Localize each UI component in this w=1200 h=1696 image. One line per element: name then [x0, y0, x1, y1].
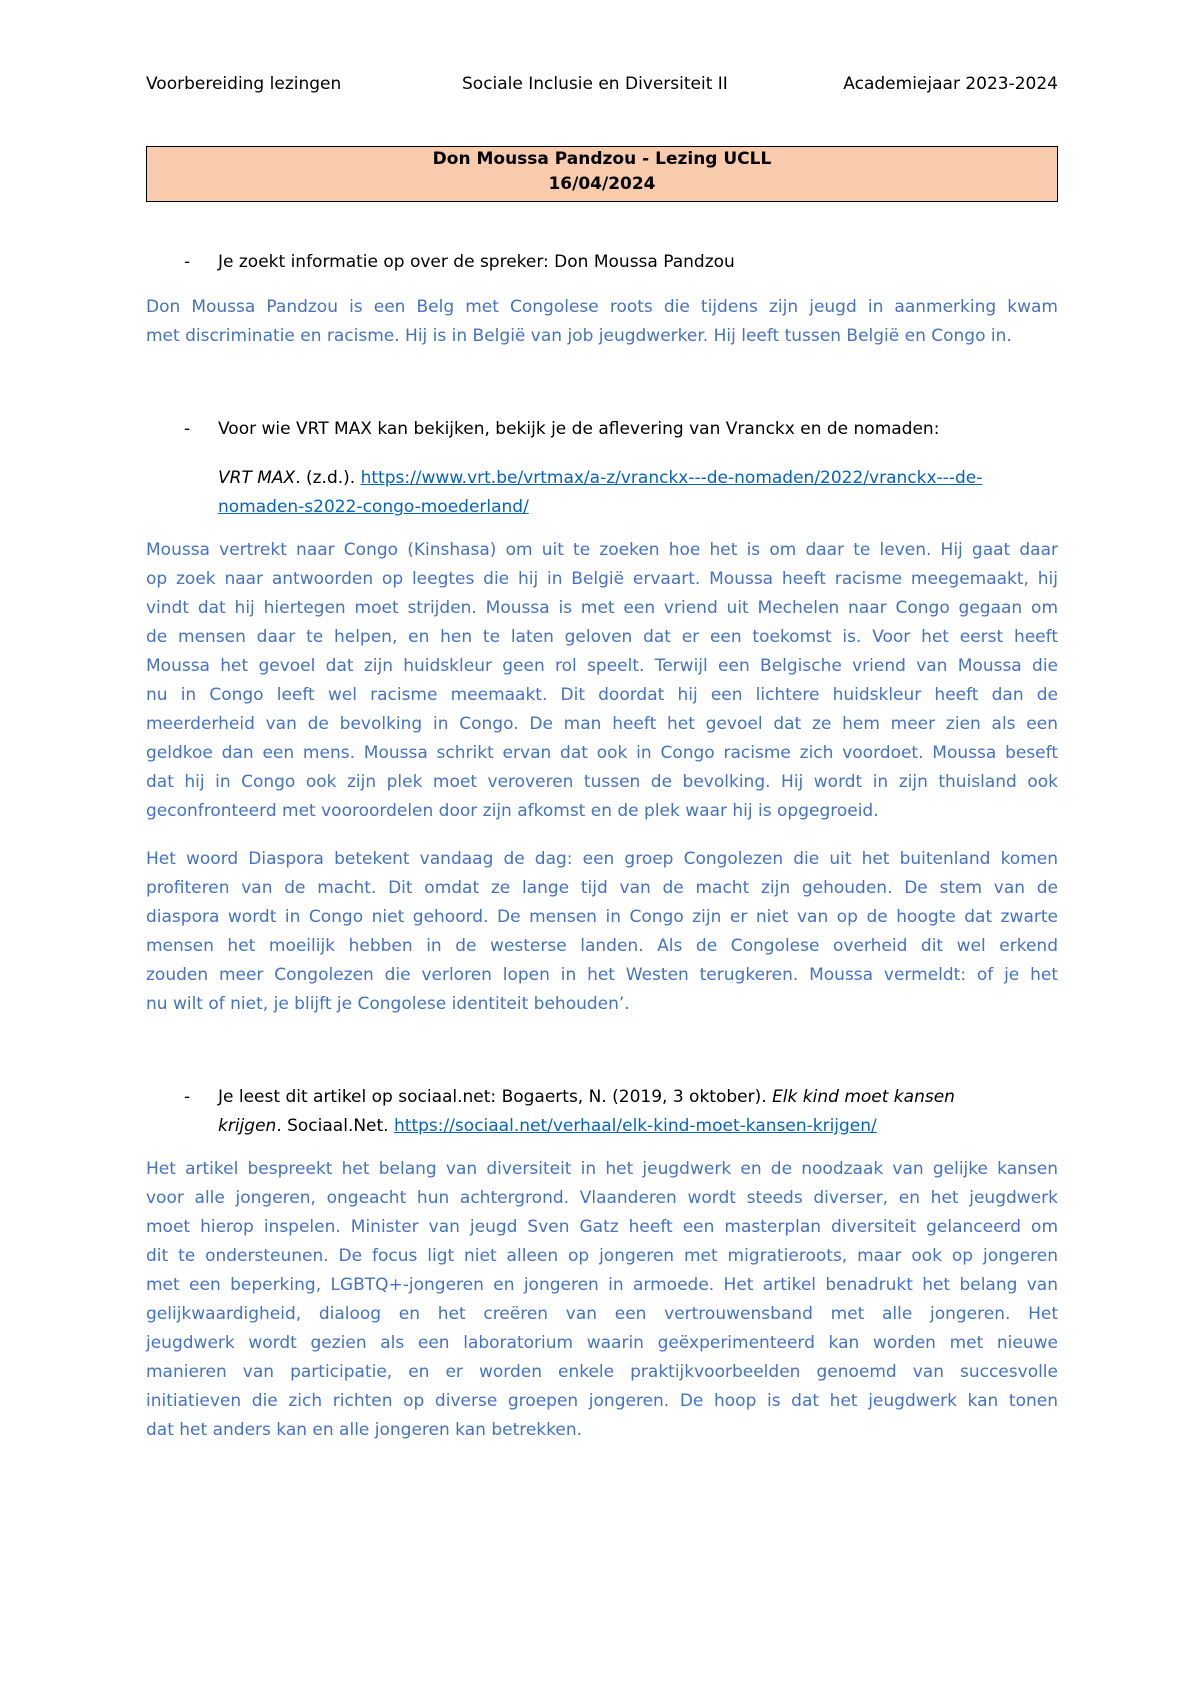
reference-line	[218, 493, 1058, 522]
paragraph-line: geconfronteerd met vooroordelen door zijn afkomst en de plek waar hij is opgegroeid.	[146, 801, 879, 821]
paragraph-line: diaspora wordt in Congo niet gehoord. De mensen in Congo zijn er niet van op de hoogte dat zwarte	[146, 907, 1058, 927]
lecture-date: 16/04/2024	[548, 174, 656, 194]
citation-source: . Sociaal.Net.	[276, 1116, 394, 1136]
paragraph-line: Moussa het gevoel dat zijn huidskleur geen rol speelt. Terwijl een Belgische vriend van Moussa die	[146, 656, 1058, 676]
bullet-sociaal-net	[146, 1083, 1058, 1143]
bullet-text: Voor wie VRT MAX kan bekijken, bekijk je de aflevering van Vranckx en de nomaden:	[218, 419, 940, 439]
lecture-title: Don Moussa Pandzou - Lezing UCLL	[432, 149, 772, 169]
title-box	[146, 146, 1058, 202]
bullet-marker: -	[184, 1087, 191, 1107]
reference-line	[218, 464, 1058, 493]
paragraph-line: initiatieven die zich richten op diverse groepen jongeren. De hoop is dat het jeugdwerk kan tonen	[146, 1391, 1058, 1411]
paragraph-line: Het artikel bespreekt het belang van diversiteit in het jeugdwerk en de noodzaak van gelijke kansen	[146, 1159, 1058, 1179]
paragraph-line: Moussa vertrekt naar Congo (Kinshasa) om uit te zoeken hoe het is om daar te leven. Hij gaat daar	[146, 540, 1058, 560]
paragraph-line: met een beperking, LGBTQ+-jongeren en jongeren in armoede. Het artikel benadrukt het belang van	[146, 1275, 1058, 1295]
sociaal-net-link[interactable]: https://sociaal.net/verhaal/elk-kind-moet-kansen-krijgen/	[394, 1116, 877, 1136]
vrt-reference	[218, 464, 1058, 522]
paragraph-episode	[146, 536, 1058, 826]
paragraph-line: de mensen daar te helpen, en hen te laten geloven dat er een toekomst is. Voor het eerst heeft	[146, 627, 1058, 647]
paragraph-speaker	[146, 293, 1058, 351]
reference-source: VRT MAX	[218, 468, 296, 488]
bullet-marker: -	[184, 419, 191, 439]
paragraph-line: zouden meer Congolezen die verloren lopen in het Westen terugkeren. Moussa vermeldt: of je het	[146, 965, 1058, 985]
bullet-text	[218, 1083, 1058, 1112]
bullet-text: Je zoekt informatie op over de spreker: Don Moussa Pandzou	[218, 252, 735, 272]
paragraph-line: dit te ondersteunen. De focus ligt niet alleen op jongeren met migratieroots, maar ook op jongeren	[146, 1246, 1058, 1266]
paragraph-article-summary	[146, 1155, 1058, 1445]
bullet-text-continued	[218, 1112, 1058, 1141]
paragraph-line: mensen het moeilijk hebben in de westerse landen. Als de Congolese overheid dit wel erkend	[146, 936, 1058, 956]
paragraph-line: voor alle jongeren, ongeacht hun achtergrond. Vlaanderen wordt steeds diverser, en het jeugdwerk	[146, 1188, 1058, 1208]
bullet-marker: -	[184, 252, 191, 272]
vrt-link[interactable]: https://www.vrt.be/vrtmax/a-z/vranckx---de-nomaden/2022/vranckx---de-	[360, 468, 983, 488]
paragraph-diaspora	[146, 845, 1058, 1019]
paragraph-line: profiteren van de macht. Dit omdat ze lange tijd van de macht zijn gehouden. De stem van de	[146, 878, 1058, 898]
header-left-text: Voorbereiding lezingen	[146, 74, 342, 94]
paragraph-line: op zoek naar antwoorden op leegtes die hij in België ervaart. Moussa heeft racisme meegemaakt, hij	[146, 569, 1058, 589]
header-right-text: Academiejaar 2023-2024	[843, 74, 1058, 94]
paragraph-line: moet hierop inspelen. Minister van jeugd Sven Gatz heeft een masterplan diversiteit gelanceerd om	[146, 1217, 1058, 1237]
reference-date: . (z.d.).	[295, 468, 356, 488]
paragraph-line: met discriminatie en racisme. Hij is in België van job jeugdwerker. Hij leeft tussen België en Congo in.	[146, 326, 1012, 346]
paragraph-line: meerderheid van de bevolking in Congo. De man heeft het gevoel dat ze hem meer zien als een	[146, 714, 1058, 734]
header-center-text: Sociale Inclusie en Diversiteit II	[462, 74, 728, 94]
article-title-continued: krijgen	[218, 1116, 277, 1136]
page-header	[146, 74, 1058, 100]
vrt-link-continued[interactable]: nomaden-s2022-congo-moederland/	[218, 497, 529, 517]
paragraph-line: geldkoe dan een mens. Moussa schrikt ervan dat ook in Congo racisme zich voordoet. Moussa beseft	[146, 743, 1058, 763]
paragraph-line: dat hij in Congo ook zijn plek moet veroveren tussen de bevolking. Hij wordt in zijn thuisland ook	[146, 772, 1058, 792]
paragraph-line: dat het anders kan en alle jongeren kan betrekken.	[146, 1420, 583, 1440]
citation-prefix: Je leest dit artikel op sociaal.net: Bogaerts, N. (2019, 3 oktober).	[218, 1087, 773, 1107]
paragraph-line: Don Moussa Pandzou is een Belg met Congolese roots die tijdens zijn jeugd in aanmerking kwam	[146, 297, 1058, 317]
paragraph-line: Het woord Diaspora betekent vandaag de dag: een groep Congolezen die uit het buitenland komen	[146, 849, 1058, 869]
paragraph-line: gelijkwaardigheid, dialoog en het creëren van een vertrouwensband met alle jongeren. Het	[146, 1304, 1058, 1324]
paragraph-line: nu in Congo leeft wel racisme meemaakt. Dit doordat hij een lichtere huidskleur heeft dan de	[146, 685, 1058, 705]
paragraph-line: nu wilt of niet, je blijft je Congolese identiteit behouden’.	[146, 994, 630, 1014]
paragraph-line: manieren van participatie, en er worden enkele praktijkvoorbeelden genoemd van succesvolle	[146, 1362, 1058, 1382]
paragraph-line: jeugdwerk wordt gezien als een laboratorium waarin geëxperimenteerd kan worden met nieuwe	[146, 1333, 1058, 1353]
article-title: Elk kind moet kansen	[772, 1087, 955, 1107]
paragraph-line: vindt dat hij hiertegen moet strijden. Moussa is met een vriend uit Mechelen naar Congo gegaan om	[146, 598, 1058, 618]
